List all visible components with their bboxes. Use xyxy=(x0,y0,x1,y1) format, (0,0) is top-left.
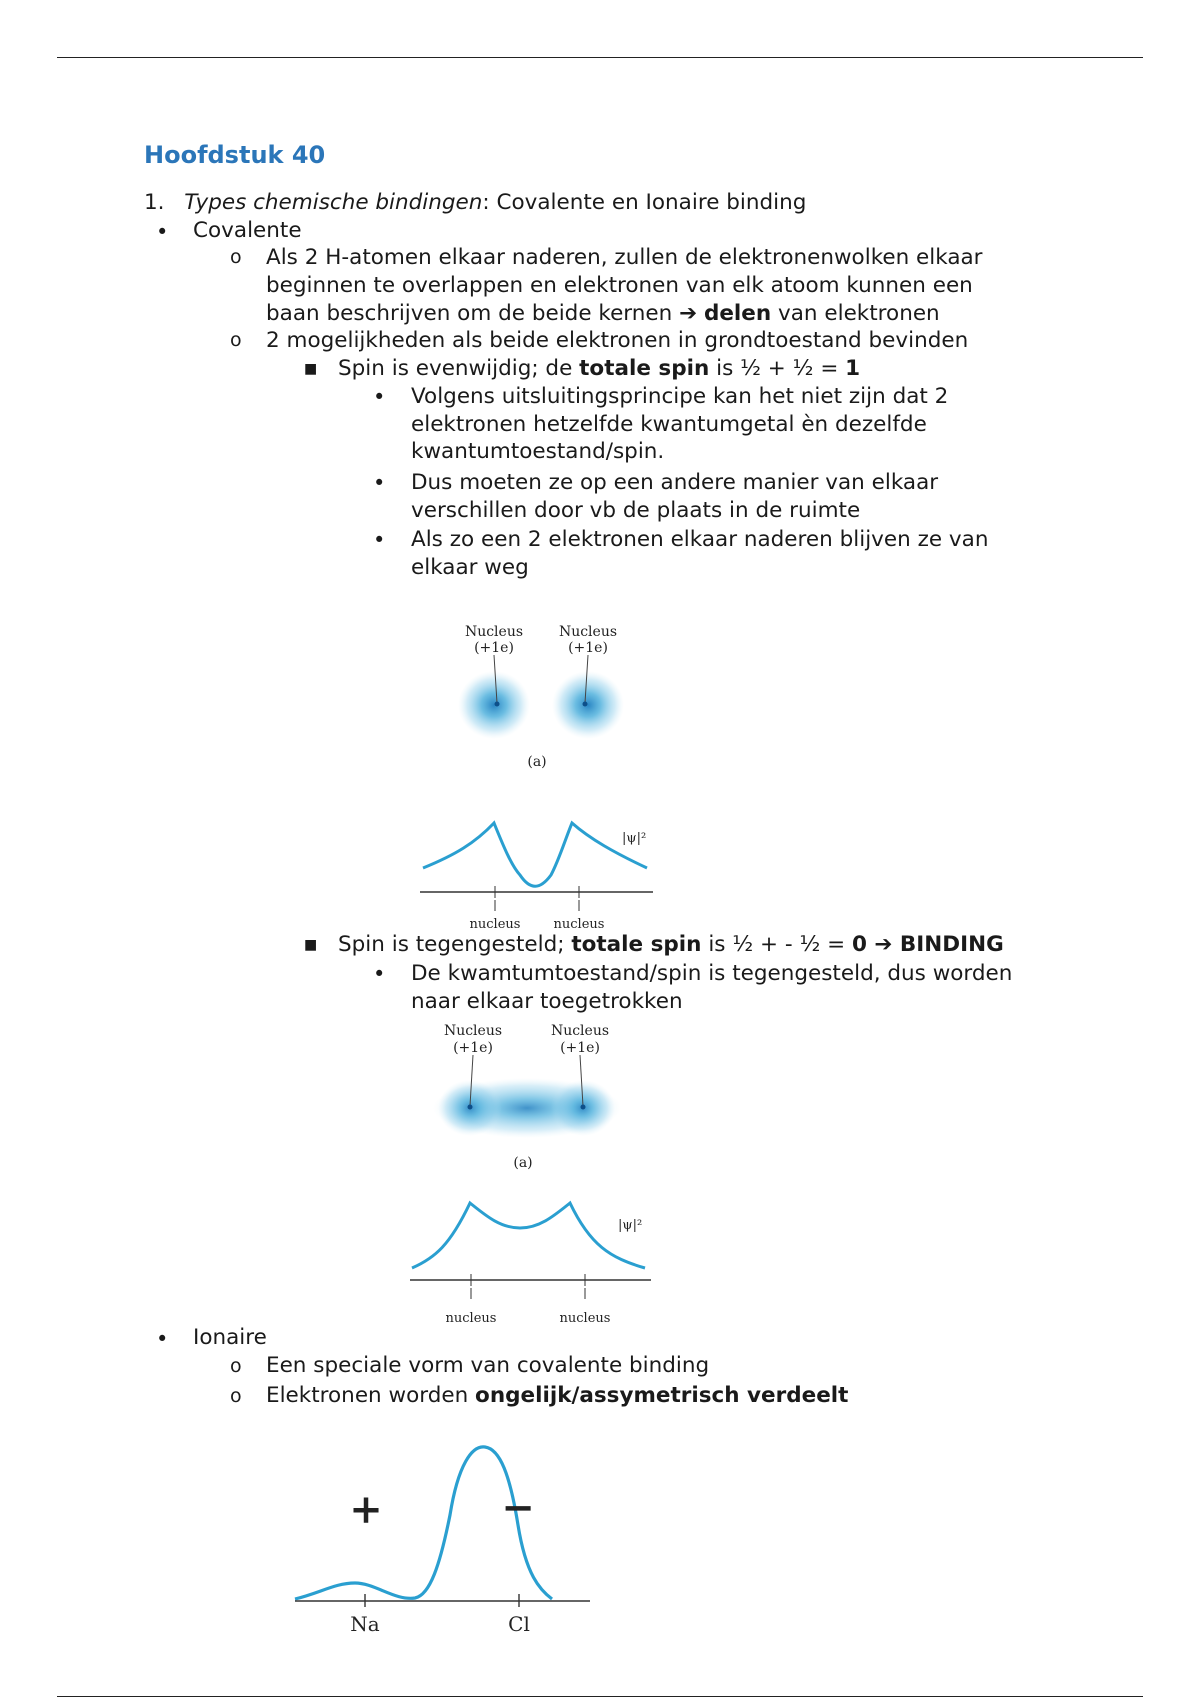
spin-anti-mid: is ½ + - ½ = xyxy=(701,932,852,957)
parallel-point-1-line3: kwantumtoestand/spin. xyxy=(411,439,665,464)
spin-anti-pre: Spin is tegengesteld; xyxy=(338,932,572,957)
list-item-covalente: Covalente xyxy=(193,218,302,243)
parallel-point-2-line2: verschillen door vb de plaats in de ruimte xyxy=(411,498,861,523)
line3-bold: delen xyxy=(703,301,772,326)
arrow-icon: ➔ xyxy=(679,301,698,326)
electron-cloud-left xyxy=(458,671,530,739)
ionaire-sub2-bold: ongelijk/assymetrisch verdeelt xyxy=(475,1383,849,1408)
spin-parallel-bold2: 1 xyxy=(845,356,861,381)
nucleus-dot-right xyxy=(583,702,588,707)
plus-sign: + xyxy=(349,1486,383,1533)
bullet-icon: • xyxy=(373,962,386,986)
nucleus-label-right: Nucleus xyxy=(558,624,618,640)
bullet-icon: • xyxy=(373,528,386,552)
spin-parallel-line xyxy=(338,355,860,383)
spin-anti-bold1: totale spin xyxy=(571,932,702,957)
figure-psi-antibonding xyxy=(415,815,660,935)
spin-parallel-bold1: totale spin xyxy=(579,356,710,381)
line3-post: van elektronen xyxy=(771,301,940,326)
charge-label-left: (+1e) xyxy=(453,1040,493,1056)
axis-nucleus-left: nucleus xyxy=(445,1311,497,1326)
bullet-icon: • xyxy=(156,1327,169,1351)
minus-sign: − xyxy=(501,1484,535,1531)
list-item-ionaire: Ionaire xyxy=(193,1325,267,1350)
bullet-icon: • xyxy=(373,471,386,495)
section-title-rest: : Covalente en Ionaire binding xyxy=(482,190,807,215)
parallel-point-3-line1: Als zo een 2 elektronen elkaar naderen blijven ze van xyxy=(411,527,989,552)
figure-repelling-clouds xyxy=(440,615,660,775)
covalente-sub1-line2: beginnen te overlappen en elektronen van elk atoom kunnen een xyxy=(266,273,973,298)
charge-label-left: (+1e) xyxy=(474,640,514,656)
parallel-point-2-line1: Dus moeten ze op een andere manier van elkaar xyxy=(411,470,939,495)
section-number: 1. xyxy=(144,190,165,215)
axis-nucleus-left: nucleus xyxy=(469,917,521,932)
bullet-icon: • xyxy=(156,220,169,244)
top-rule xyxy=(57,57,1143,58)
parallel-point-1-line2: elektronen hetzelfde kwantumgetal èn dezelfde xyxy=(411,412,927,437)
circle-bullet-icon: o xyxy=(230,246,242,268)
figure-ionic-distribution xyxy=(290,1435,605,1645)
label-cl: Cl xyxy=(508,1612,530,1636)
square-bullet-icon: ■ xyxy=(304,361,318,377)
ionaire-sub2-pre: Elektronen worden xyxy=(266,1383,476,1408)
page-title: Hoofdstuk 40 xyxy=(144,141,326,169)
section-heading xyxy=(144,189,806,217)
nucleus-label-left: Nucleus xyxy=(443,1023,503,1039)
circle-bullet-icon: o xyxy=(230,1385,242,1407)
line3-pre: baan beschrijven om de beide kernen xyxy=(266,301,680,326)
bullet-icon: • xyxy=(373,385,386,409)
panel-label: (a) xyxy=(513,1155,533,1171)
spin-anti-bold2: 0 ➔ BINDING xyxy=(851,932,1004,957)
circle-bullet-icon: o xyxy=(230,1355,242,1377)
circle-bullet-icon: o xyxy=(230,329,242,351)
square-bullet-icon: ■ xyxy=(304,937,318,953)
covalente-sub2: 2 mogelijkheden als beide elektronen in grondtoestand bevinden xyxy=(266,328,969,353)
nucleus-dot-right xyxy=(581,1105,586,1110)
nucleus-dot-left xyxy=(468,1105,473,1110)
axis-nucleus-right: nucleus xyxy=(559,1311,611,1326)
nucleus-label-left: Nucleus xyxy=(464,624,524,640)
nucleus-label-right: Nucleus xyxy=(550,1023,610,1039)
nucleus-dot-left xyxy=(495,702,500,707)
panel-label: (a) xyxy=(527,754,547,770)
spin-anti-line xyxy=(338,931,1004,959)
ionaire-sub1: Een speciale vorm van covalente binding xyxy=(266,1353,710,1378)
psi-curve xyxy=(423,823,647,886)
parallel-point-3-line2: elkaar weg xyxy=(411,555,529,580)
charge-label-right: (+1e) xyxy=(568,640,608,656)
ionaire-sub2 xyxy=(266,1382,848,1410)
section-title-italic: Types chemische bindingen xyxy=(184,190,483,215)
axis-nucleus-right: nucleus xyxy=(553,917,605,932)
bottom-rule xyxy=(57,1696,1143,1697)
spin-parallel-pre: Spin is evenwijdig; de xyxy=(338,356,580,381)
psi-label: |ψ|² xyxy=(618,1218,643,1233)
covalente-sub1-line1: Als 2 H-atomen elkaar naderen, zullen de elektronenwolken elkaar xyxy=(266,245,983,270)
figure-psi-bonding xyxy=(405,1195,660,1330)
electron-cloud-right xyxy=(552,671,624,739)
figure-bonding-clouds xyxy=(425,1015,635,1175)
parallel-point-1-line1: Volgens uitsluitingsprincipe kan het niet zijn dat 2 xyxy=(411,384,949,409)
anti-point-1-line1: De kwamtumtoestand/spin is tegengesteld, dus worden xyxy=(411,961,1013,986)
anti-point-1-line2: naar elkaar toegetrokken xyxy=(411,989,683,1014)
label-na: Na xyxy=(350,1612,380,1636)
spin-parallel-mid: is ½ + ½ = xyxy=(709,356,846,381)
covalente-sub1-line3 xyxy=(266,300,940,328)
psi-curve xyxy=(412,1203,645,1268)
psi-label: |ψ|² xyxy=(622,831,647,846)
charge-label-right: (+1e) xyxy=(560,1040,600,1056)
